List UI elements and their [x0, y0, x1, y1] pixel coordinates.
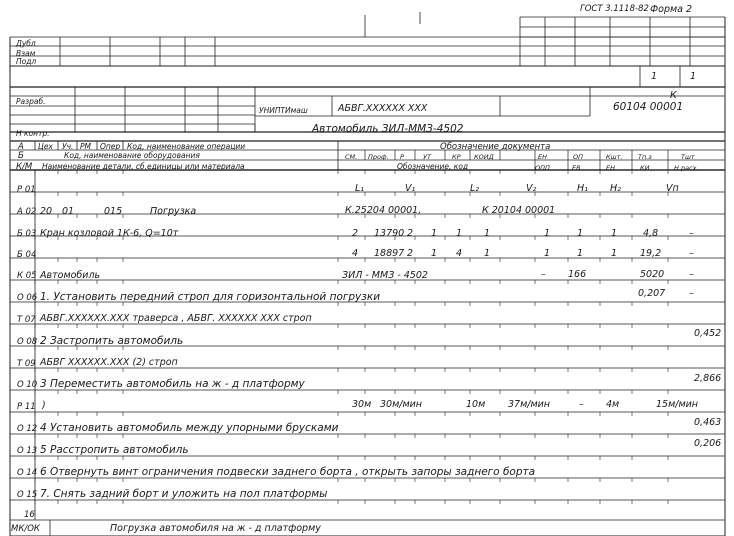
row-05-ki: 5020 — [640, 269, 665, 280]
legend-km-col-ki: КИ — [640, 164, 650, 172]
legend-a-col-ceh: Цех — [38, 142, 53, 151]
row-10-time: 2,866 — [694, 373, 722, 384]
row-03-en: 1 — [544, 228, 551, 239]
footer-code: МК/ОК — [11, 524, 40, 534]
row-06-transition: 1. Установить передний строп для горизонтальной погрузки — [40, 291, 381, 303]
row-02-opname: Погрузка — [150, 206, 197, 217]
row-04-r: 2 — [407, 248, 414, 259]
row-01-h2: H₂ — [610, 183, 621, 194]
n-kontr-label: Н контр. — [16, 129, 50, 138]
row-01-vp: Vп — [666, 183, 679, 194]
legend-a-docdesig: Обозначение документа — [440, 142, 551, 152]
row-01-v2: V₂ — [526, 183, 537, 194]
row-11-l1: 30м — [352, 399, 372, 410]
legend-km-col-opp: ОПП — [535, 164, 550, 172]
row-04-koid: 1 — [484, 248, 491, 259]
doc-code: АБВГ.XXXXXX XXX — [338, 103, 428, 114]
legend-km-marker: К/М — [16, 162, 33, 172]
row-12-code: О 12 — [17, 424, 38, 434]
footer-text: Погрузка автомобиля на ж - д платформу — [110, 523, 321, 534]
row-03-ksht: 1 — [611, 228, 618, 239]
row-04-code: Б 04 — [17, 250, 37, 260]
row-07-code: Т 07 — [17, 315, 36, 325]
row-02-uch: 01 — [62, 206, 75, 217]
row-08-code: О 08 — [17, 337, 38, 347]
row-12-time: 0,463 — [694, 417, 722, 428]
row-01-h1: H₁ — [577, 183, 588, 194]
row-13-transition: 5 Расстропить автомобиль — [40, 444, 189, 456]
legend-a-col-rm: РМ — [80, 142, 91, 151]
row-05-desig: ЗИЛ - ММЗ - 4502 — [342, 270, 428, 281]
row-04-op: 1 — [577, 248, 584, 259]
legend-b-col-sm: СМ. — [345, 153, 358, 161]
row-11-code: Р 11 — [17, 402, 36, 412]
row-04-sm: 4 — [352, 248, 359, 259]
legend-b-col-kr: КР — [452, 153, 461, 161]
legend-b-col-prof: Проф. — [368, 153, 389, 161]
row-11-l2: 10м — [466, 399, 486, 410]
legend-a-col-opname: Код, наименование операции — [127, 142, 246, 151]
row-04-ksht: 1 — [611, 248, 618, 259]
row-11-v2: 37м/мин — [508, 399, 551, 410]
legend-b-name: Код, наименование оборудования — [64, 151, 200, 160]
legend-b-marker: Б — [18, 151, 24, 161]
row-15-code: О 15 — [17, 490, 38, 500]
legend-b-col-koid: КОИД — [474, 153, 494, 161]
row-08-transition: 2 Застропить автомобиль — [40, 335, 184, 347]
row-01-code: Р 01 — [17, 185, 36, 195]
row-03-tpz: 4,8 — [643, 228, 659, 239]
row-05-item: Автомобиль — [40, 270, 101, 281]
legend-km-col-ev: ЕВ — [572, 164, 581, 172]
gost-label: ГОСТ 3.1118-82 — [580, 4, 649, 14]
k-code: 60104 00001 — [613, 101, 684, 113]
legend-b-col-r: Р — [400, 153, 404, 161]
row-05-opp: – — [541, 269, 546, 280]
row-03-r: 2 — [407, 228, 414, 239]
row-09-tooling: АБВГ XXXXXX.XXX (2) строп — [40, 357, 178, 368]
row-06-code: О 06 — [17, 293, 38, 303]
row-02-ceh: 20 — [40, 206, 53, 217]
row-03-sm: 2 — [352, 228, 359, 239]
legend-km-name: Наименование детали, сб.единицы или материала — [42, 162, 245, 171]
legend-km-desig: Обозначение, код — [397, 162, 469, 171]
row-01-l1: L₁ — [355, 183, 365, 194]
row-01-v1: V₁ — [405, 183, 416, 194]
legend-b-col-tpz: Тп.з — [638, 153, 652, 161]
row-04-tpz: 19,2 — [640, 248, 662, 259]
legend-b-col-tsht: Тшт — [681, 153, 695, 161]
row-14-code: О 14 — [17, 468, 38, 478]
row-02-oper: 015 — [104, 206, 123, 217]
row-10-code: О 10 — [17, 380, 38, 390]
podl-label: Подл — [16, 57, 37, 66]
row-03-kr: 1 — [456, 228, 463, 239]
row-04-en: 1 — [544, 248, 551, 259]
row-13-time: 0,206 — [694, 438, 722, 449]
row-02-code: А 02 — [17, 207, 37, 217]
row-03-op: 1 — [577, 228, 584, 239]
row-04-prof: 18897 — [374, 248, 405, 259]
row-11-vp: 15м/мин — [656, 399, 699, 410]
row-15-transition: 7. Снять задний борт и уложить на пол платформы — [40, 488, 328, 500]
row-03-ut: 1 — [431, 228, 438, 239]
dubl-label: Дубл — [16, 39, 36, 48]
legend-a-marker: А — [18, 142, 24, 152]
legend-b-col-ksht: Кшт. — [606, 153, 623, 161]
row-12-transition: 4 Установить автомобиль между упорными брусками — [40, 422, 339, 434]
legend-km-col-nrash: Н расх. — [674, 164, 699, 172]
row-01-l2: L₂ — [470, 183, 480, 194]
row-11-h1: – — [579, 399, 584, 410]
row-04-kr: 4 — [456, 248, 463, 259]
row-11-bracket: ) — [42, 400, 46, 411]
legend-km-col-en: ЕН — [606, 164, 615, 172]
row-03-koid: 1 — [484, 228, 491, 239]
org-name: УНИПТИмаш — [259, 106, 308, 115]
row-05-code: К 05 — [17, 271, 37, 281]
row-14-transition: 6 Отвернуть винт ограничения подвески заднего борта , открыть запоры заднего борта — [40, 466, 536, 478]
razrab-label: Разраб. — [16, 97, 46, 106]
sheets-total: 1 — [690, 71, 697, 82]
form-label: Форма 2 — [650, 4, 693, 15]
row-03-equipment: Кран козловой 1К-6, Q=10т — [40, 228, 179, 239]
product-name: Автомобиль ЗИЛ-ММЗ-4502 — [312, 123, 464, 135]
row-04-ut: 1 — [431, 248, 438, 259]
row-04-tsht: – — [689, 248, 694, 259]
legend-b-col-en: ЕН — [538, 153, 547, 161]
row-16-code: 16 — [24, 510, 35, 520]
row-03-tsht: – — [689, 228, 694, 239]
row-10-transition: 3 Переместить автомобиль на ж - д платформу — [40, 378, 305, 390]
row-03-prof: 13790 — [374, 228, 405, 239]
row-06-dash: – — [689, 288, 694, 299]
row-13-code: О 13 — [17, 446, 38, 456]
sheet-number: 1 — [651, 71, 658, 82]
row-02-doc2: К 20104 00001 — [482, 205, 556, 216]
row-02-doc1: К.25204 00001, — [345, 205, 422, 216]
row-08-time: 0,452 — [694, 328, 722, 339]
row-07-tooling: АБВГ.XXXXXX.XXX траверса , АБВГ. XXXXXX XXX строп — [40, 313, 312, 324]
legend-b-col-ut: УТ — [423, 153, 431, 161]
legend-b-col-op: ОП — [573, 153, 584, 161]
k-letter: К — [670, 90, 677, 101]
vzam-label: Взам — [16, 49, 36, 58]
row-11-v1: 30м/мин — [380, 399, 423, 410]
row-06-time: 0,207 — [638, 288, 666, 299]
row-05-nrash: – — [689, 269, 694, 280]
row-09-code: Т 09 — [17, 359, 36, 369]
row-11-h2: 4м — [606, 399, 620, 410]
legend-a-col-oper: Опер — [100, 142, 121, 151]
legend-a-col-uch: Уч. — [62, 142, 74, 151]
row-05-ev: 166 — [568, 269, 587, 280]
row-03-code: Б 03 — [17, 229, 37, 239]
